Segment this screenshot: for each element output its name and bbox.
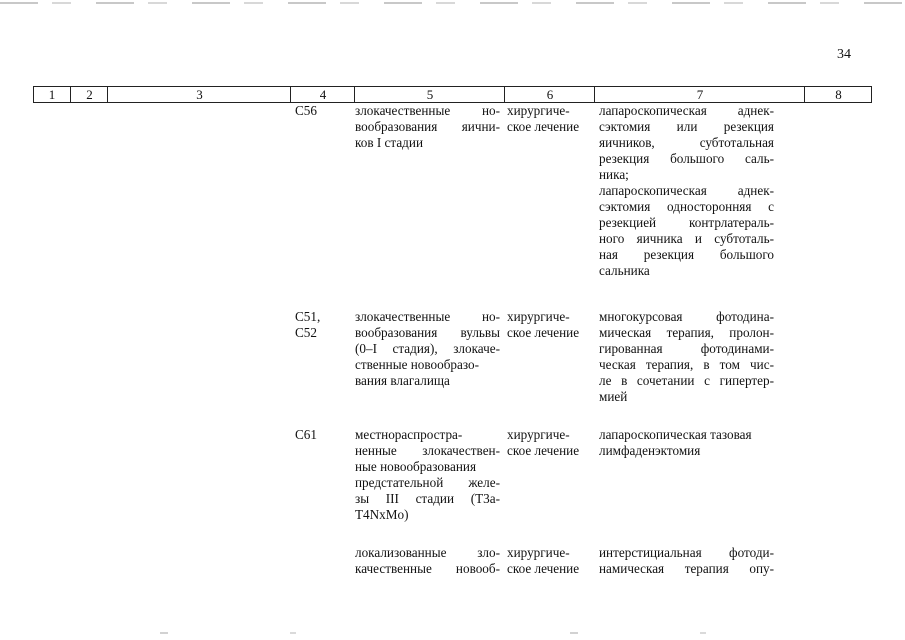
column-header-1: 1 [48,87,56,102]
cell-line: лимфаденэктомия [599,443,701,458]
cell-line: (0–I стадия), злокаче- [355,341,500,356]
cell-line: злокачественные но- [355,309,500,324]
cell-line: предстательной желе- [355,475,500,490]
treatment-cell [507,103,593,135]
cell-line: хирургиче- [507,545,570,560]
cell-line: гированная фотодинами- [599,341,774,356]
cell-line: C52 [295,325,317,340]
cell-line: ного яичника и субтоталь- [599,231,774,246]
cell-line: злокачественные но- [355,103,500,118]
cell-line: резекция большого саль- [599,151,774,166]
cell-line: ные новообразования [355,459,477,474]
icd-code-cell [295,309,345,341]
icd-code-cell [295,427,345,443]
cell-line: сальника [599,263,650,278]
cell-line: зы III стадии (T3a- [355,491,500,506]
column-header-4: 4 [290,87,355,102]
cell-line: локализованные зло- [355,545,500,560]
cell-line: C56 [295,103,317,118]
icd-code-cell [295,103,345,119]
cell-line: ское лечение [507,119,580,134]
cell-line: T4NxMo) [355,507,409,522]
method-cell [599,103,774,279]
cell-line: местнораспростра- [355,427,463,442]
cell-line: хирургиче- [507,427,570,442]
cell-line: C51, [295,309,321,324]
scan-edge-bottom [0,632,905,634]
method-cell [599,545,774,577]
diagnosis-cell [355,309,500,389]
cell-line: хирургиче- [507,309,570,324]
cell-line: ственные новообразо- [355,357,479,372]
cell-line: ческая терапия, в том чис- [599,357,774,372]
cell-line: ле в сочетании с гипертер- [599,373,774,388]
cell-line: вообразования яични- [355,119,500,134]
cell-line: резекцией контрлатераль- [599,215,774,230]
cell-line: ское лечение [507,325,580,340]
column-header-6: 6 [504,87,595,102]
cell-line: мическая терапия, пролон- [599,325,774,340]
method-cell [599,309,774,405]
cell-line: мией [599,389,628,404]
cell-line: вообразования вульвы [355,325,500,340]
cell-line: интерстициальная фотоди- [599,545,774,560]
diagnosis-cell [355,427,500,523]
method-cell [599,427,774,459]
cell-line: сэктомия односторонняя с [599,199,774,214]
cell-line: ная резекция большого [599,247,774,262]
diagnosis-cell [355,545,500,577]
cell-line: ское лечение [507,561,580,576]
column-header-5: 5 [354,87,505,102]
cell-line: ненные злокачествен- [355,443,500,458]
cell-line: вания влагалища [355,373,450,388]
page-number: 34 [837,47,851,62]
cell-line: лапароскопическая аднек- [599,103,774,118]
cell-line: ское лечение [507,443,580,458]
column-header-2: 2 [70,87,108,102]
cell-line: лапароскопическая тазовая [599,427,752,442]
cell-line: намическая терапия опу- [599,561,774,576]
column-header-3: 3 [107,87,291,102]
treatment-cell [507,545,593,577]
diagnosis-cell [355,103,500,151]
treatment-cell [507,427,593,459]
cell-line: многокурсовая фотодина- [599,309,774,324]
cell-line: сэктомия или резекция [599,119,774,134]
cell-line: лапароскопическая аднек- [599,183,774,198]
treatment-cell [507,309,593,341]
cell-line: C61 [295,427,317,442]
cell-line: качественные новооб- [355,561,500,576]
column-header-7: 7 [594,87,805,102]
table-header-row [33,86,872,103]
column-header-8: 8 [804,87,872,102]
cell-line: ника; [599,167,629,182]
scan-edge-top [0,2,905,4]
cell-line: ков I стадии [355,135,423,150]
cell-line: хирургиче- [507,103,570,118]
cell-line: яичников, субтотальная [599,135,774,150]
